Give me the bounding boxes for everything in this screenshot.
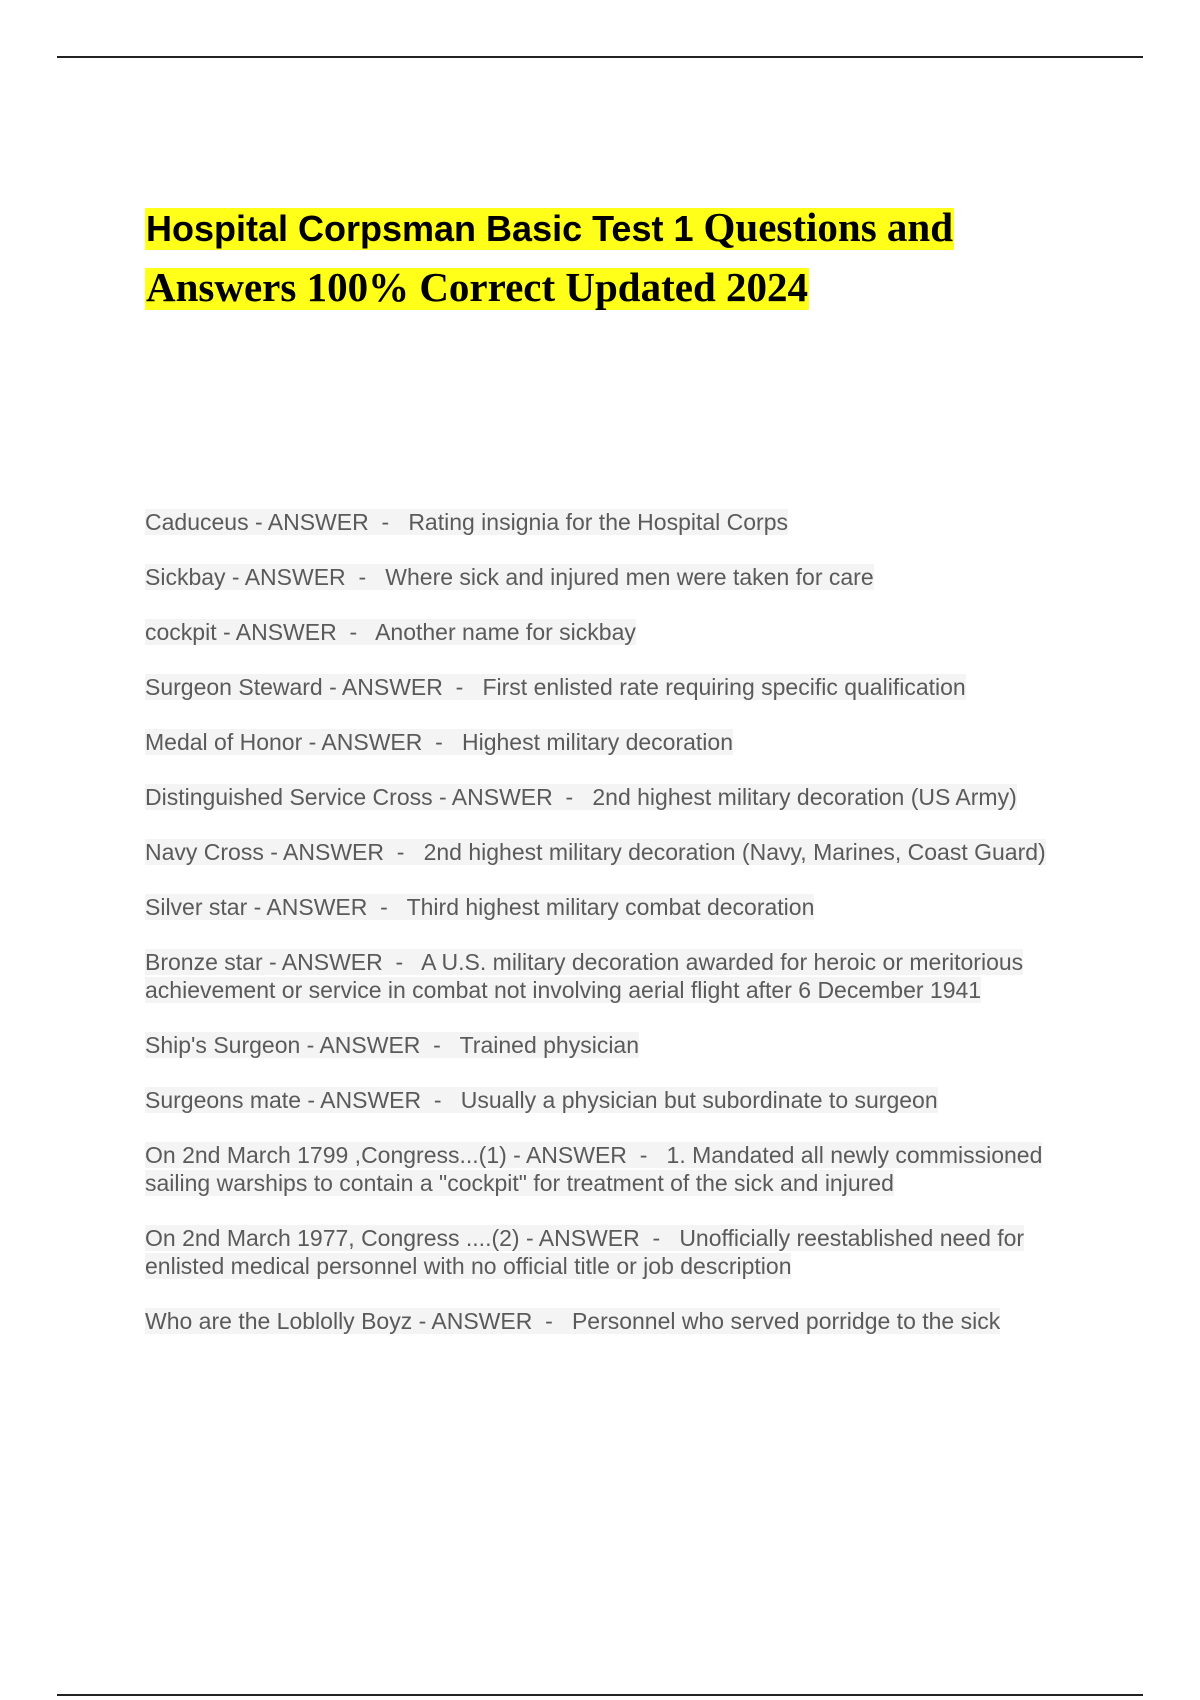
- qa-item: [145, 893, 1075, 921]
- qa-separator: - ANSWER -: [300, 1032, 460, 1058]
- qa-question: Navy Cross: [145, 839, 264, 865]
- title-part-serif: Questions and Answers 100% Correct Updated 2024: [146, 204, 954, 310]
- qa-separator: - ANSWER -: [432, 784, 593, 810]
- qa-question: cockpit: [145, 619, 217, 645]
- qa-separator: - ANSWER -: [506, 1142, 667, 1168]
- qa-separator: - ANSWER -: [412, 1308, 572, 1334]
- qa-question: Ship's Surgeon: [145, 1032, 301, 1058]
- qa-separator: - ANSWER -: [519, 1225, 680, 1251]
- qa-answer: First enlisted rate requiring specific qualification: [482, 674, 966, 700]
- qa-item: [145, 1224, 1075, 1280]
- qa-answer: Third highest military combat decoration: [406, 894, 815, 920]
- qa-answer: A U.S. military decoration awarded for heroic or meritorious achievement or service in combat not involving aerial flight after 6 December 1941: [145, 949, 1024, 1003]
- qa-question: Surgeon Steward: [145, 674, 323, 700]
- qa-separator: - ANSWER -: [302, 729, 462, 755]
- qa-item: [145, 1031, 1075, 1059]
- qa-separator: - ANSWER -: [248, 509, 409, 535]
- qa-question: Bronze star: [145, 949, 263, 975]
- qa-answer: 2nd highest military decoration (US Army): [592, 784, 1017, 810]
- qa-question: On 2nd March 1799 ,Congress...(1): [145, 1142, 507, 1168]
- qa-item: [145, 948, 1075, 1004]
- qa-separator: - ANSWER -: [247, 894, 407, 920]
- qa-answer: Trained physician: [459, 1032, 640, 1058]
- qa-answer: Rating insignia for the Hospital Corps: [408, 509, 789, 535]
- qa-answer: Usually a physician but subordinate to surgeon: [460, 1087, 938, 1113]
- qa-item: [145, 618, 1075, 646]
- qa-item: [145, 508, 1075, 536]
- qa-answer: 1. Mandated all newly commissioned sailing warships to contain a "cockpit" for treatment of the sick and injured: [145, 1142, 1043, 1196]
- qa-list: [145, 508, 1075, 1362]
- title-part-sans: Hospital Corpsman Basic Test 1: [146, 208, 704, 249]
- qa-question: Who are the Loblolly Boyz: [145, 1308, 413, 1334]
- qa-question: Sickbay: [145, 564, 226, 590]
- qa-item: [145, 838, 1075, 866]
- document-title: [145, 198, 1065, 318]
- bottom-rule: [57, 1694, 1143, 1696]
- qa-question: Medal of Honor: [145, 729, 303, 755]
- qa-separator: - ANSWER -: [225, 564, 386, 590]
- qa-separator: - ANSWER -: [300, 1087, 461, 1113]
- qa-answer: Personnel who served porridge to the sick: [571, 1308, 1001, 1334]
- qa-item: [145, 1086, 1075, 1114]
- qa-item: [145, 728, 1075, 756]
- qa-question: Silver star: [145, 894, 248, 920]
- qa-separator: - ANSWER -: [216, 619, 376, 645]
- qa-item: [145, 783, 1075, 811]
- qa-separator: - ANSWER -: [322, 674, 483, 700]
- qa-answer: Where sick and injured men were taken for care: [385, 564, 874, 590]
- qa-item: [145, 673, 1075, 701]
- qa-question: Surgeons mate: [145, 1087, 301, 1113]
- qa-question: Caduceus: [145, 509, 249, 535]
- qa-answer: Unofficially reestablished need for enlisted medical personnel with no official title or job description: [145, 1225, 1025, 1279]
- qa-answer: Another name for sickbay: [375, 619, 636, 645]
- qa-answer: 2nd highest military decoration (Navy, Marines, Coast Guard): [423, 839, 1046, 865]
- top-rule: [57, 56, 1143, 58]
- qa-question: On 2nd March 1977, Congress ....(2): [145, 1225, 520, 1251]
- qa-separator: - ANSWER -: [263, 839, 424, 865]
- qa-item: [145, 1141, 1075, 1197]
- qa-question: Distinguished Service Cross: [145, 784, 433, 810]
- qa-item: [145, 1307, 1075, 1335]
- qa-separator: - ANSWER -: [262, 949, 422, 975]
- qa-item: [145, 563, 1075, 591]
- qa-answer: Highest military decoration: [461, 729, 733, 755]
